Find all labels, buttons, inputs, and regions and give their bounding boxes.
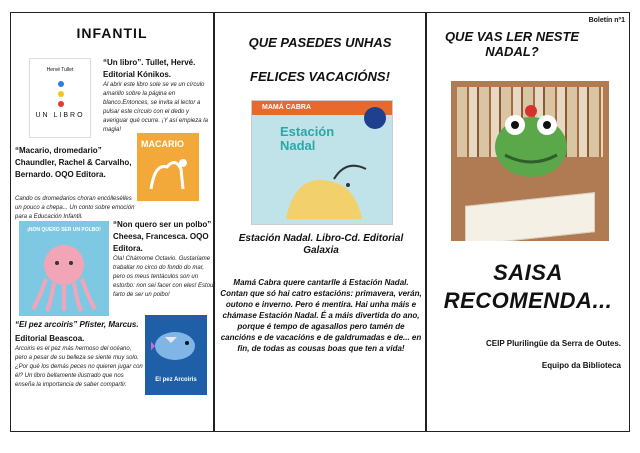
octopus-illustration: [29, 239, 99, 313]
book1-heading: “Un libro”. Tullet, Hervé. Editorial Kónikos.: [103, 58, 196, 79]
book4-heading: Editorial Beascoa.: [15, 334, 85, 343]
library-team: Equipo da Biblioteca: [541, 361, 621, 370]
cover-un-libro: [29, 58, 91, 138]
cover-author: Hervé Tullet: [46, 67, 74, 73]
book-description: Mamá Cabra quere cantarlle á Estación Nadal. Contan que só hai catro estacións: primavera, verán, outono e inverno. Pero é mentira. Hai unha máis e chámase Estación Nadal. É a máis divertida do ano, porque é tempo de agasallos pero tamén de cancións e de vacacións e de galdrumadas e de... en fin, de todas as cousas boas que ten a vida!: [220, 278, 422, 353]
cover-el-pez-arcoiris: [145, 315, 207, 395]
book2-heading-title: “Macario, dromedario”: [15, 146, 102, 155]
book-caption: Estación Nadal. Libro-Cd. Editorial Galaxia: [238, 233, 404, 256]
cover-top-label: MAMÁ CABRA: [252, 101, 392, 115]
panel-infantil: [10, 12, 214, 432]
frog-reading-photo: [451, 81, 609, 241]
cover-non-quero-ser-un-polbo: [19, 221, 109, 316]
question-title: QUE VAS LER NESTE NADAL?: [444, 29, 580, 59]
red-dot-icon: [58, 101, 64, 107]
book1-text: Al abrir este libro sole se ve un círculo amarillo sobre la página en blanco.Entonces, se invita al lector a pulsar este círculo con el dedo y averiguar qué ocurre. ¡Y así empieza la magia!: [103, 82, 208, 133]
book3-heading: “Non quero ser un polbo” Cheesa, Francesca. OQO Editora.: [113, 220, 212, 253]
recommendation-line-1: SAISA: [493, 260, 563, 285]
blue-dot-icon: [58, 81, 64, 87]
cd-badge-icon: [364, 107, 386, 129]
cover-title: El pez Arcoiris: [155, 377, 197, 383]
cover-title: UN LIBRO: [35, 112, 85, 119]
section-title: INFANTIL: [76, 25, 148, 41]
school-name: CEIP Plurilingüe da Serra de Outes.: [485, 339, 621, 348]
greeting-line-1: QUE PASEDES UNHAS: [248, 35, 392, 50]
fish-illustration: [151, 323, 201, 369]
greeting-line-2: FELICES VACACIÓNS!: [250, 69, 390, 84]
book2-text: Cando os dromedarios choran encóllesélles un pouco a chepa... Un conto sobre emoción para a Educación Infantil.: [15, 196, 135, 220]
recommendation-heading: [427, 259, 629, 315]
book3-text: Ola! Chámome Octavio. Gustaríame traballar no circo do fondo do mar, pero os meus tentáculos son un estorbo: non sei facer con eles! Estou farto de ser un polbo!: [113, 256, 214, 298]
recommendation-line-2: RECOMENDA...: [443, 288, 613, 313]
book4-heading-title: “El pez arcoiris” Pfister, Marcus.: [15, 320, 139, 329]
yellow-dot-icon: [58, 91, 64, 97]
goat-illustration: [276, 159, 376, 225]
panel-saisa-recomenda: [426, 12, 630, 432]
cover-macario: [137, 133, 199, 201]
book4-text: Arcoiris es el pez más hermoso del océano, pero a pesar de su belleza se siente muy solo. ¿Por qué los demás peces no quieren jugar con él? Un libro bellamente ilustrado que nos enseña la importancia de saber compartir.: [15, 346, 143, 388]
cover-title: ¡NON QUERO SER UN POLBO!: [27, 227, 101, 233]
bulletin-number: Boletín nº1: [588, 17, 625, 24]
book2-heading: Chaundler, Rachel & Carvalho, Bernardo. OQO Editora.: [15, 158, 132, 179]
panel-felices-vacacions: [214, 12, 426, 432]
camel-illustration: [145, 153, 191, 197]
cover-title: MACARIO: [141, 139, 184, 149]
cover-estacion-nadal: [251, 100, 393, 225]
cover-title: Estación Nadal: [280, 124, 335, 153]
